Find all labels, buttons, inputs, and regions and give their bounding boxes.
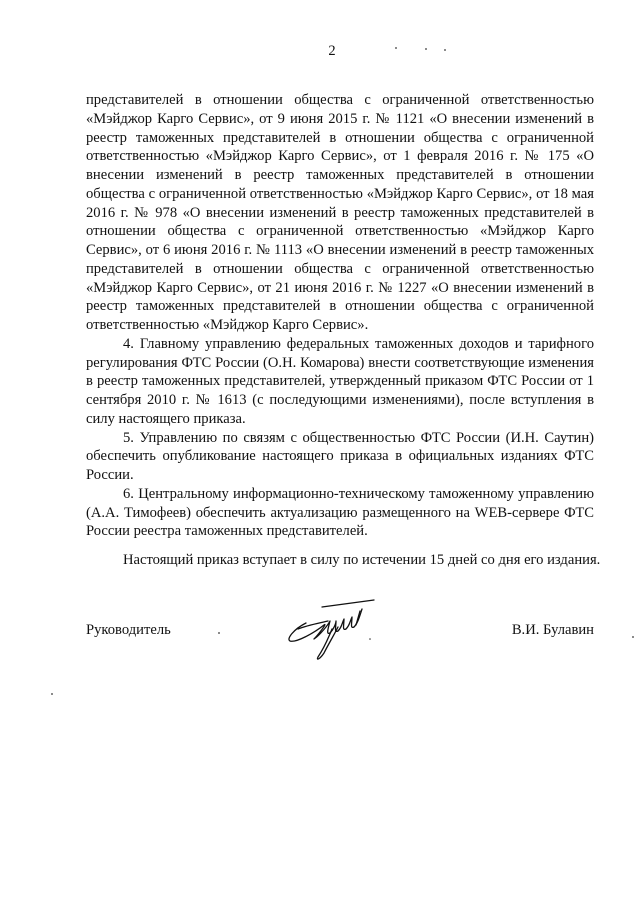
- signatory-title: Руководитель: [86, 622, 171, 638]
- closing-statement: Настоящий приказ вступает в силу по истечении 15 дней со дня его издания.: [123, 552, 601, 568]
- paragraph-item-4: 4. Главному управлению федеральных таможенных доходов и тарифного регулирования ФТС России (О.Н. Комарова) внести соответствующие изменения в реестр таможенных представителей, утвержденный приказом ФТС России от 1 сентября 2010 г. № 1613 (с последующими изменениями), после вступления в силу настоящего приказа.: [86, 335, 594, 427]
- scan-speck: [632, 636, 634, 638]
- scan-speck: [51, 693, 53, 695]
- signatory-name: В.И. Булавин: [511, 622, 594, 638]
- paragraph-item-5: 5. Управлению по связям с общественностью ФТС России (И.Н. Саутин) обеспечить опубликование настоящего приказа в официальных изданиях ФТС России.: [86, 429, 594, 483]
- document-body: [86, 91, 594, 541]
- paragraph-continuation: представителей в отношении общества с ограниченной ответственностью «Мэйджор Карго Сервис», от 9 июня 2015 г. № 1121 «О внесении изменений в реестр таможенных представителей в отношении общества с ограниченной ответственностью «Мэйджор Карго Сервис», от 1 февраля 2016 г. № 175 «О внесении изменений в реестр таможенных представителей в отношении общества с ограниченной ответственностью «Мэйджор Карго Сервис», от 18 мая 2016 г. № 978 «О внесении изменений в реестр таможенных представителей в отношении общества с ограниченной ответственностью «Мэйджор Карго Сервис», от 6 июня 2016 г. № 1113 «О внесении изменений в реестр таможенных представителей в отношении общества с ограниченной ответственностью «Мэйджор Карго Сервис», от 21 июня 2016 г. № 1227 «О внесении изменений в реестр таможенных представителей в отношении общества с ограниченной ответственностью «Мэйджор Карго Сервис».: [86, 92, 594, 333]
- page-number: 2: [328, 43, 336, 59]
- scan-speck: [218, 632, 220, 634]
- scan-speck: [425, 48, 427, 50]
- scan-speck: [395, 47, 397, 49]
- paragraph-item-6: 6. Центральному информационно-техническому таможенному управлению (А.А. Тимофеев) обеспечить актуализацию размещенного на WEB-сервере ФТС России реестра таможенных представителей.: [86, 485, 594, 540]
- signature-icon: [284, 595, 394, 665]
- scan-speck: [444, 49, 446, 51]
